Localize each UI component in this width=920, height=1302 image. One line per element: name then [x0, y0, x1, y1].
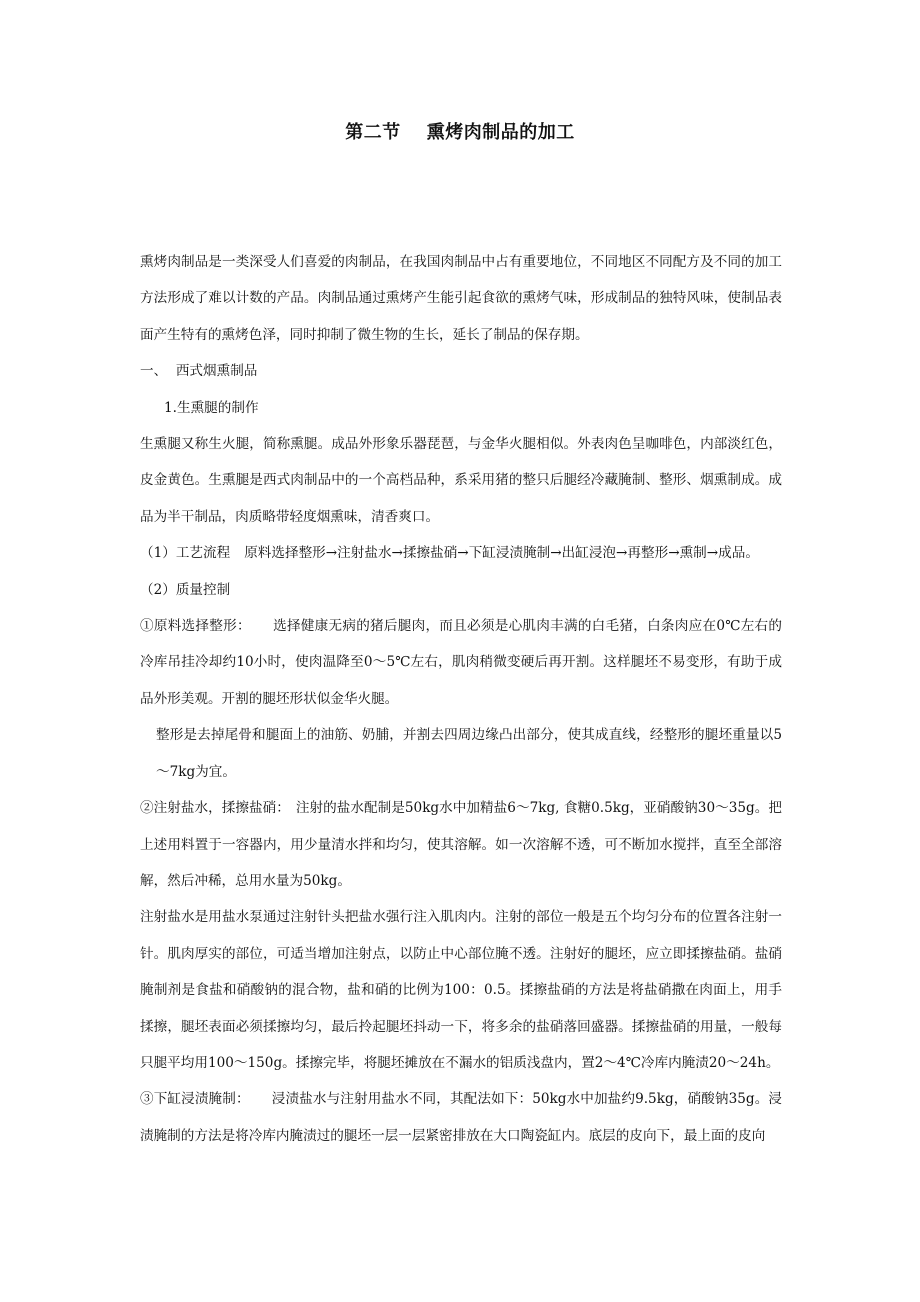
quality-item-3 — [140, 1081, 782, 1154]
subsection-heading-1: 1.生熏腿的制作 — [164, 399, 259, 416]
section-heading: 熏烤肉制品的加工 — [426, 122, 575, 143]
quality-item-3-label: ③下缸浸渍腌制： — [140, 1091, 250, 1108]
page-title — [0, 118, 920, 144]
document-body — [140, 244, 782, 1154]
intro-paragraph: 熏烤肉制品是一类深受人们喜爱的肉制品，在我国肉制品中占有重要地位，不同地区不同配方及不同的加工方法形成了难以计数的产品。肉制品通过熏烤产生能引起食欲的熏烤气味，形成制品的独特风味，使制品表面产生特有的熏烤色泽，同时抑制了微生物的生长，延长了制品的保存期。 — [140, 254, 782, 343]
quality-item-3-text: 浸渍盐水与注射用盐水不同，其配法如下：50kg水中加盐约9.5kg，硝酸钠35g。浸渍腌制的方法是将冷库内腌渍过的腿坯一层一层紧密排放在大口陶瓷缸内。底层的皮向下，最上面的皮向 — [140, 1091, 782, 1144]
quality-item-1-continued: 整形是去掉尾骨和腿面上的油筋、奶脯，并割去四周边缘凸出部分，使其成直线，经整形的腿坯重量以5～7kg为宜。 — [156, 727, 782, 780]
quality-control-heading: （2）质量控制 — [140, 581, 231, 598]
quality-item-2-text: 注射的盐水配制是50kg水中加精盐6～7kg, 食糖0.5kg，亚硝酸钠30～35g。把上述用料置于一容器内，用少量清水拌和均匀，使其溶解。如一次溶解不透，可不断加水搅拌，直至全部溶解，然后冲稀，总用水量为50kg。 — [140, 800, 783, 889]
quality-item-2-label: ②注射盐水，揉擦盐硝： — [140, 800, 290, 817]
process-flow — [140, 535, 782, 571]
process-flow-label: （1）工艺流程 — [140, 545, 231, 562]
section-heading-1: 一、 西式烟熏制品 — [140, 363, 258, 380]
quality-item-1-text: 选择健康无病的猪后腿肉，而且必须是心肌肉丰满的白毛猪，白条肉应在0℃左右的冷库吊挂冷却约10小时，使肉温降至0～5℃左右，肌肉稍微变硬后再开割。这样腿坯不易变形，有助于成品外形美观。开割的腿坯形状似金华火腿。 — [140, 618, 783, 707]
section-number: 第二节 — [345, 122, 401, 143]
process-flow-text: 原料选择整形→注射盐水→揉擦盐硝→下缸浸渍腌制→出缸浸泡→再整形→熏制→成品。 — [244, 545, 759, 562]
paragraph-description: 生熏腿又称生火腿，简称熏腿。成品外形象乐器琵琶，与金华火腿相似。外表肉色呈咖啡色，内部淡红色，皮金黄色。生熏腿是西式肉制品中的一个高档品种，系采用猪的整只后腿经冷藏腌制、整形、烟熏制成。成品为半干制品，肉质略带轻度烟熏味，清香爽口。 — [140, 436, 782, 525]
quality-item-2 — [140, 790, 782, 899]
quality-item-1 — [140, 608, 782, 717]
quality-item-1-label: ①原料选择整形： — [140, 618, 251, 635]
quality-item-2-continued: 注射盐水是用盐水泵通过注射针头把盐水强行注入肌肉内。注射的部位一般是五个均匀分布的位置各注射一针。肌肉厚实的部位，可适当增加注射点，以防止中心部位腌不透。注射好的腿坯，应立即揉擦盐硝。盐硝腌制剂是食盐和硝酸钠的混合物，盐和硝的比例为100：0.5。揉擦盐硝的方法是将盐硝撒在肉面上，用手揉擦，腿坯表面必须揉擦均匀，最后拎起腿坯抖动一下，将多余的盐硝落回盛器。揉擦盐硝的用量，一般每只腿平均用100～150g。揉擦完毕，将腿坯摊放在不漏水的铝质浅盘内，置2～4℃冷库内腌渍20～24h。 — [140, 909, 782, 1071]
